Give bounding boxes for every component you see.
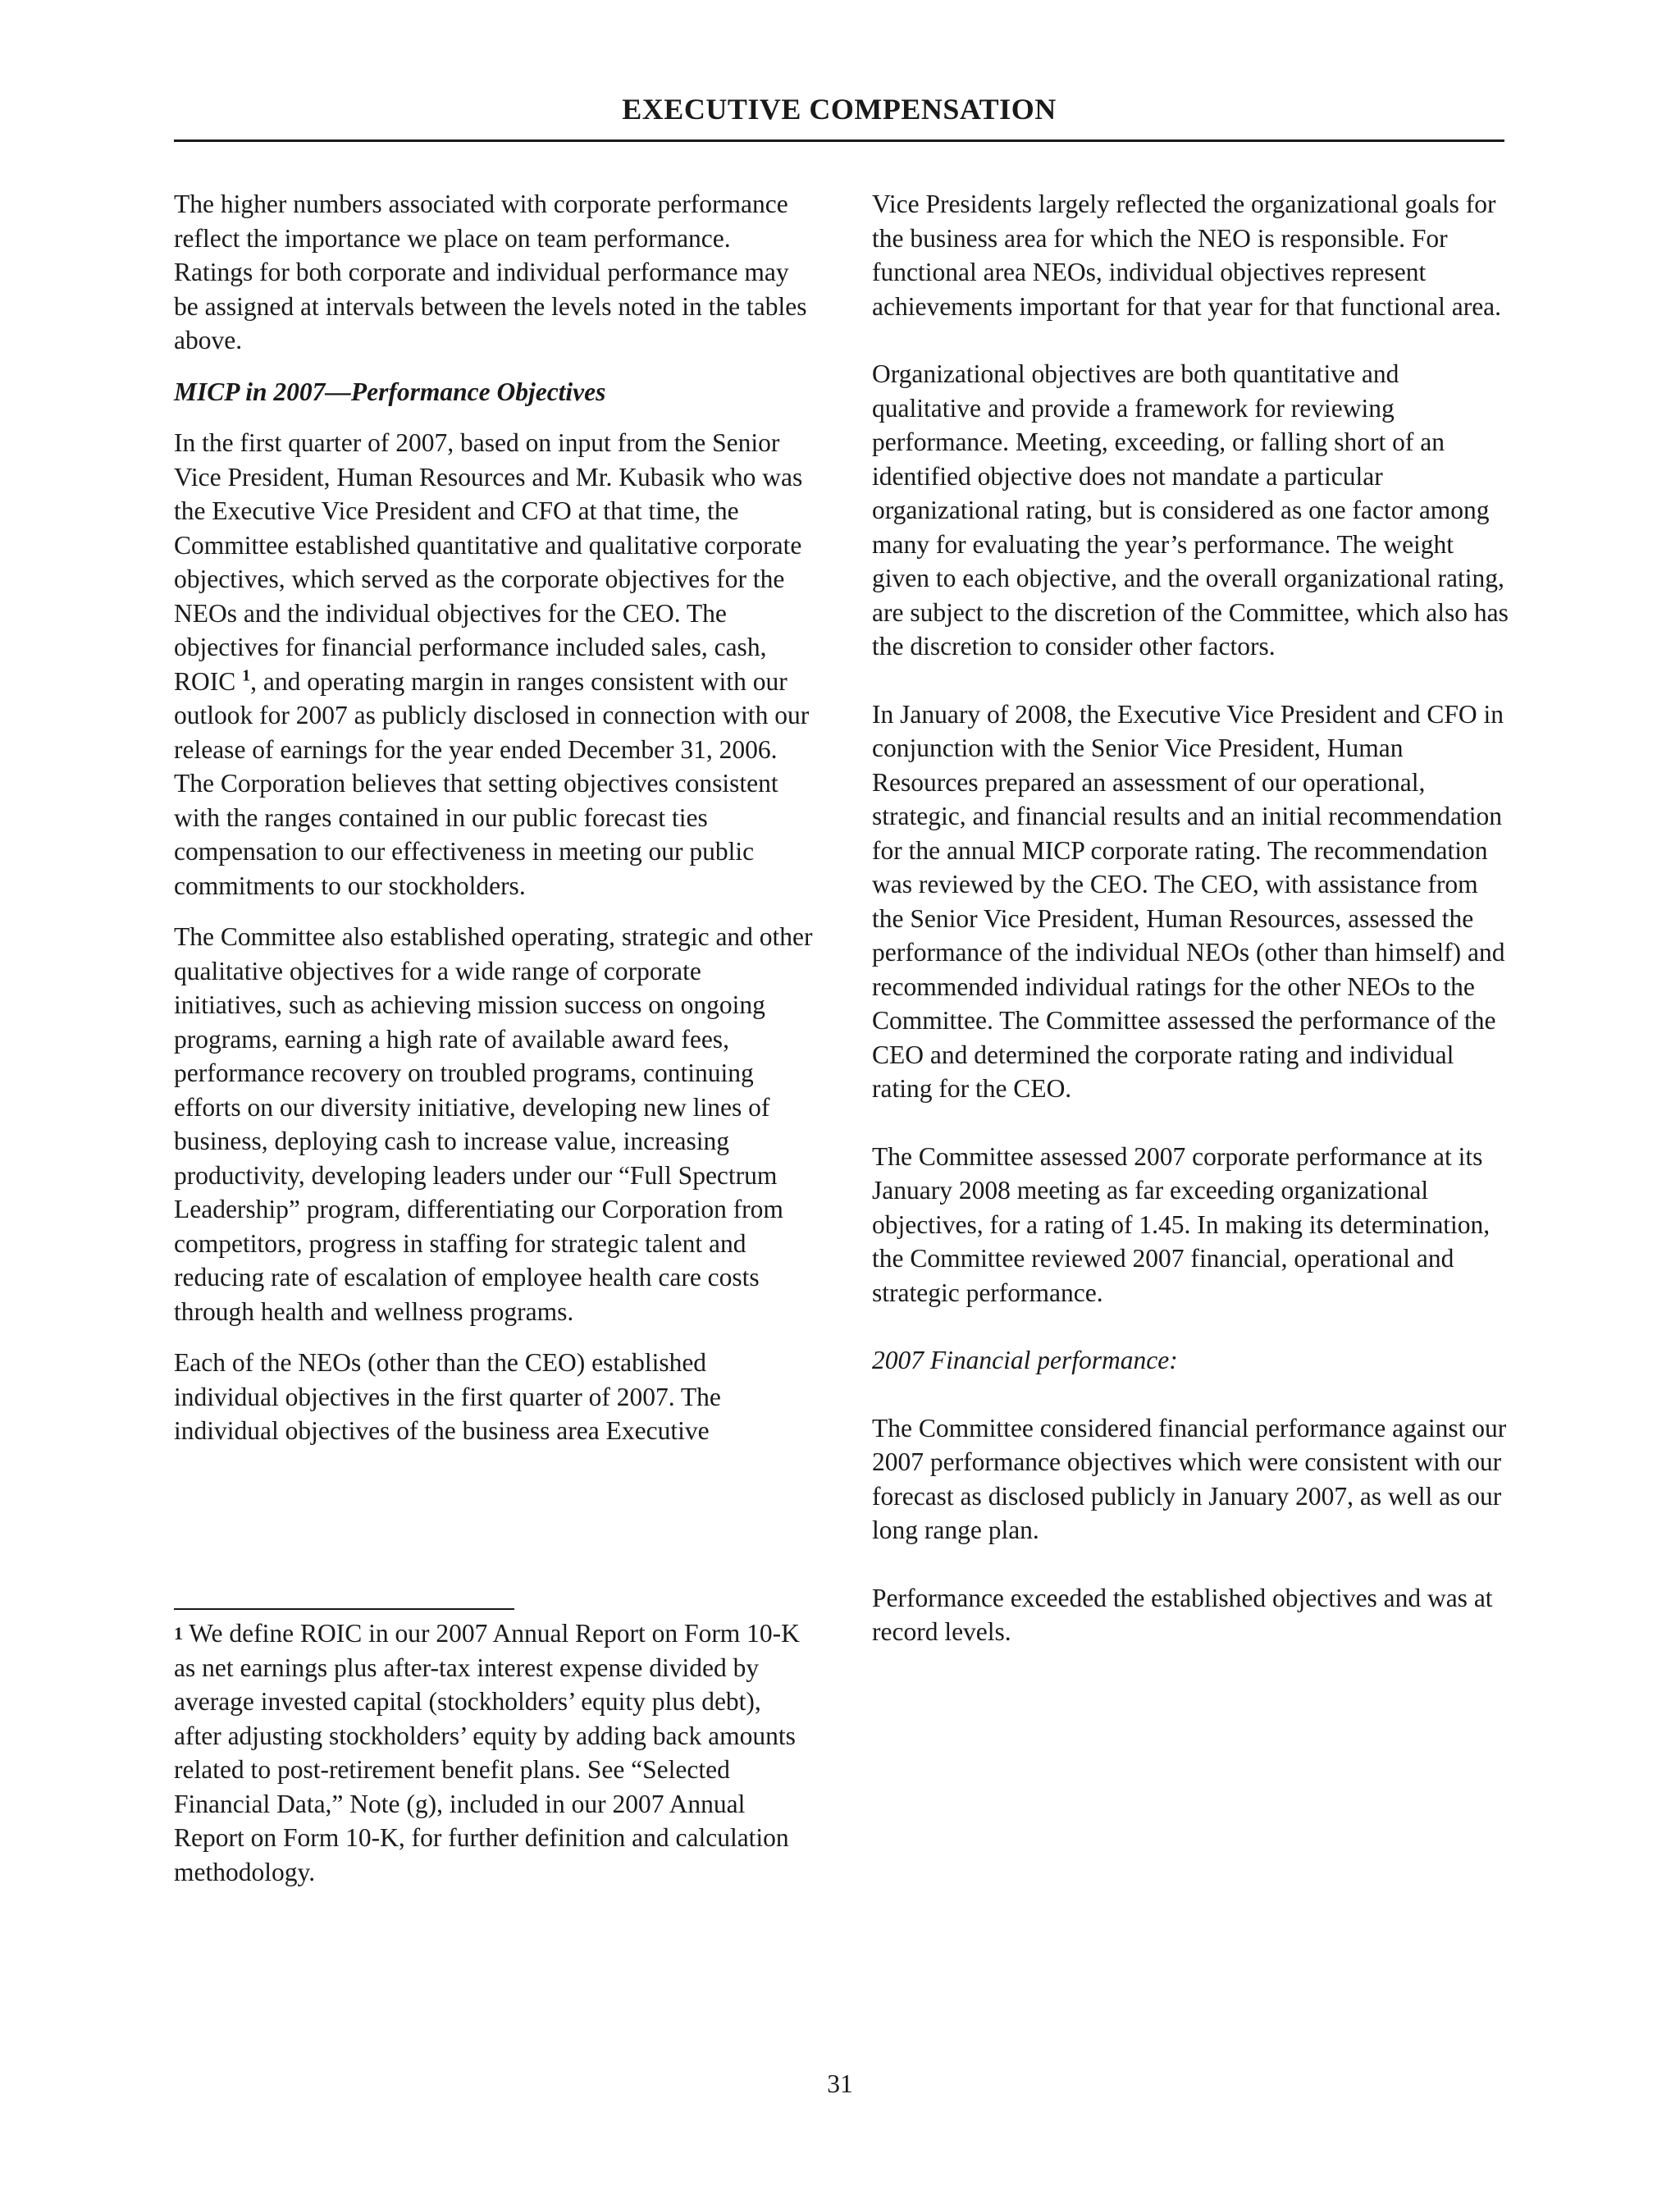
right-paragraph-5: The Committee considered financial performance against our 2007 performance objectives which were consistent with our forecast as disclosed publicly in January 2007, as well as our long range plan. (872, 1413, 1507, 1544)
right-paragraph-1: Vice Presidents largely reflected the organizational goals for the business area for which the NEO is responsible. For functional area NEOs, individual objectives represent achievements important for that year for that functional area. (872, 190, 1502, 321)
footnote-marker: 1 (174, 1623, 183, 1644)
left-paragraph-2-end: , and operating margin in ranges consistent with our outlook for 2007 as publicly disclosed in connection with our release of earnings for the year ended December 31, 2006. The Corporation believes that setting objectives consistent with the ranges contained in our public forecast ties compensation to our effectiveness in meeting our public commitments to our stockholders. (174, 666, 810, 900)
left-paragraph-2-start: In the first quarter of 2007, based on input from the Senior Vice President, Human Resources and Mr. Kubasik who was the Executive Vice President and CFO at that time, the Committee established quantitative and qualitative corporate objectives, which served as the corporate objectives for the NEOs and the individual objectives for the CEO. The objectives for financial performance included sales, cash, ROIC (174, 428, 803, 696)
right-paragraph-6: Performance exceeded the established objectives and was at record levels. (872, 1583, 1493, 1646)
footnote-text: We define ROIC in our 2007 Annual Report on Form 10-K as net earnings plus after-tax interest expense divided by average invested capital (stockholders’ equity plus debt), after adjusting stockholders’ equity by adding back amounts related to post-retirement benefit plans. See “Selected Financial Data,” Note (g), included in our 2007 Annual Report on Form 10-K, for further definition and calculation methodology. (174, 1619, 800, 1886)
section-subheading: MICP in 2007—Performance Objectives (174, 377, 606, 406)
left-column (174, 187, 814, 1465)
right-paragraph-3: In January of 2008, the Executive Vice President and CFO in conjunction with the Senior Vice President, Human Resources prepared an assessment of our operational, strategic, and financial results and an initial recommendation for the annual MICP corporate rating. The recommendation was reviewed by the CEO. The CEO, with assistance from the Senior Vice President, Human Resources, assessed the performance of the individual NEOs (other than himself) and recommended individual ratings for the other NEOs to the Committee. The Committee assessed the performance of the CEO and determined the corporate rating and individual rating for the CEO. (872, 699, 1505, 1103)
left-paragraph-2 (174, 426, 814, 903)
footnote-divider (174, 1608, 514, 1610)
left-paragraph-4: Each of the NEOs (other than the CEO) established individual objectives in the first quarter of 2007. The individual objectives of the business area Executive (174, 1348, 721, 1445)
footnote-reference: 1 (242, 666, 251, 684)
right-column (872, 187, 1512, 1683)
footnote (174, 1616, 814, 1889)
header-divider (174, 139, 1504, 142)
left-paragraph-3: The Committee also established operating, strategic and other qualitative objectives for a wide range of corporate initiatives, such as achieving mission success on ongoing programs, earning a high rate of available award fees, performance recovery on troubled programs, continuing efforts on our diversity initiative, developing new lines of business, deploying cash to increase value, increasing productivity, developing leaders under our “Full Spectrum Leadership” program, differentiating our Corporation from competitors, progress in staffing for strategic talent and reducing rate of escalation of employee health care costs through health and wellness programs. (174, 922, 813, 1326)
financial-performance-subheading: 2007 Financial performance: (872, 1346, 1178, 1374)
page-number: 31 (827, 2069, 853, 2098)
left-paragraph-1: The higher numbers associated with corporate performance reflect the importance we place on team performance. Ratings for both corporate and individual performance may be assigned at intervals between the levels noted in the tables above. (174, 190, 807, 354)
page-title: EXECUTIVE COMPENSATION (622, 93, 1057, 126)
right-paragraph-4: The Committee assessed 2007 corporate performance at its January 2008 meeting as far exceeding organizational objectives, for a rating of 1.45. In making its determination, the Committee reviewed 2007 financial, operational and strategic performance. (872, 1141, 1491, 1307)
right-paragraph-2: Organizational objectives are both quantitative and qualitative and provide a framework for reviewing performance. Meeting, exceeding, or falling short of an identified objective does not mandate a particular organizational rating, but is considered as one factor among many for evaluating the year’s performance. The weight given to each objective, and the overall organizational rating, are subject to the discretion of the Committee, which also has the discretion to consider other factors. (872, 359, 1509, 661)
